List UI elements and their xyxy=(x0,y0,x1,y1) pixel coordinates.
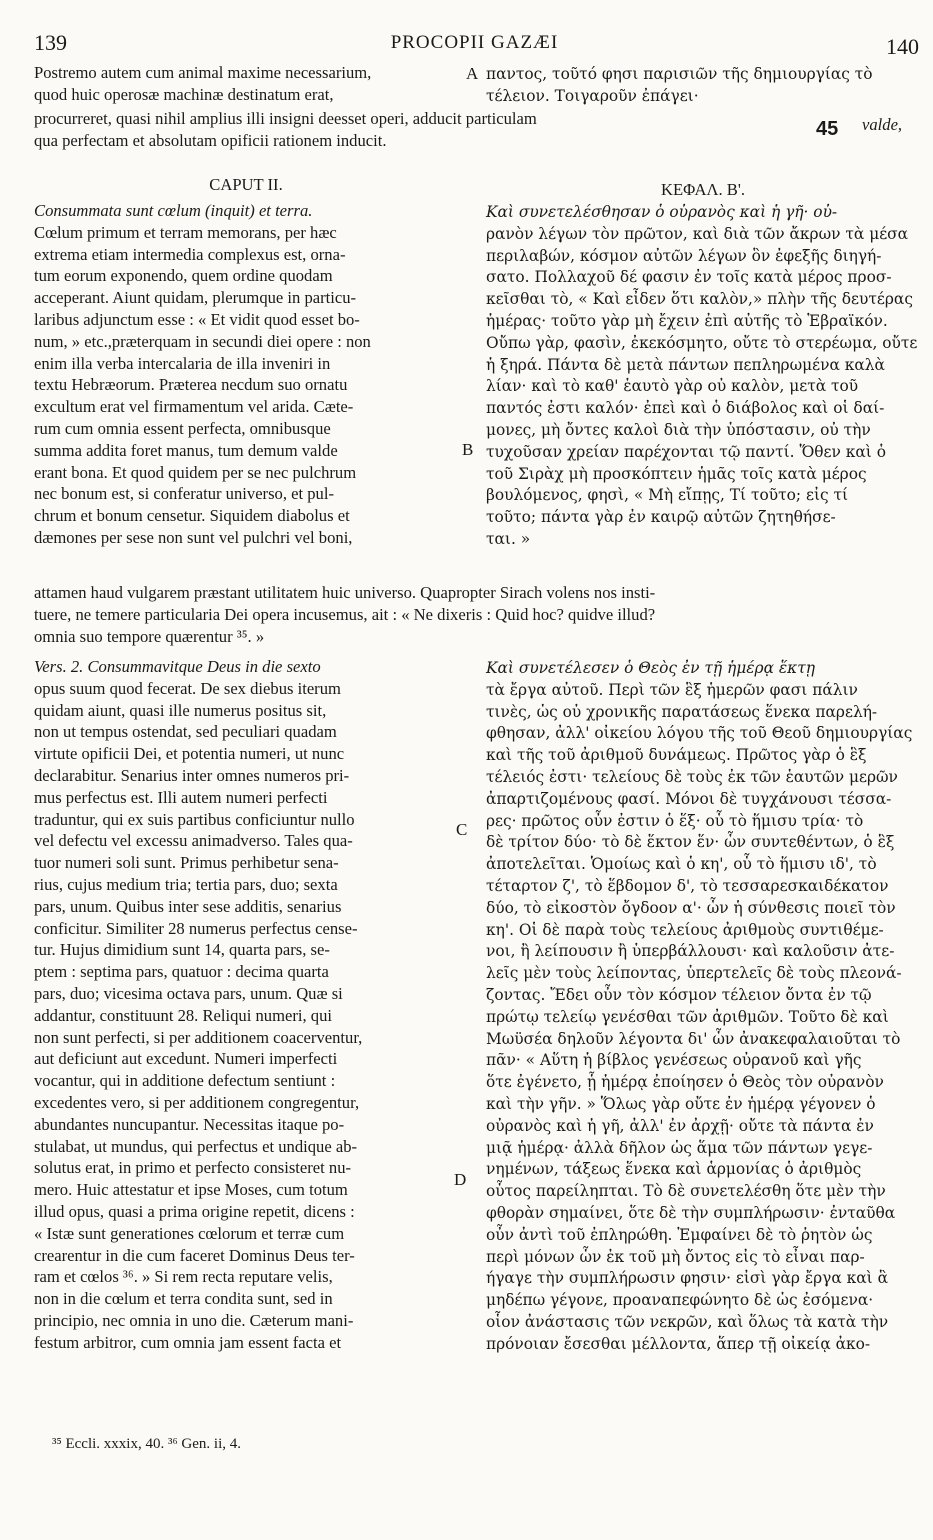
page-number-left: 139 xyxy=(34,30,67,55)
latin-line: non ut tempus ostendat, sed peculiari quadam xyxy=(34,722,337,742)
latin-line: tum eorum exponendo, quem ordine quodam xyxy=(34,266,333,286)
latin-line: « Istæ sunt generationes cœlorum et terræ cum xyxy=(34,1223,345,1243)
greek-line: ρανὸν λέγων τὸν πρῶτον, καὶ διὰ τῶν ἄκρων τὰ μέσα xyxy=(486,224,909,243)
greek-line: μιᾷ ἡμέρᾳ· ἀλλὰ δῆλον ὡς ἅμα τῶν πάντων γεγε- xyxy=(486,1138,873,1157)
latin-line: ram et cœlos ³⁶. » Si rem recta reputare velis, xyxy=(34,1267,333,1287)
latin-line: pars, unum. Quibus inter sese additis, senarius xyxy=(34,896,342,916)
latin-line: addantur, constituunt 28. Reliqui numeri, qui xyxy=(34,1005,332,1025)
latin-line: abundantes nuncupantur. Necessitas itaque po- xyxy=(34,1114,345,1134)
greek-line: νημένων, τάξεως ἕνεκα καὶ ἁρμονίας ὁ ἀριθμὸς xyxy=(486,1160,862,1179)
greek-line: δύο, τὸ εἰκοστὸν ὄγδοον α'· ὧν ἡ σύνθεσις ποιεῖ τὸν xyxy=(486,898,896,917)
greek-line: Οὔπω γὰρ, φασὶν, ἐκεκόσμητο, οὔτε τὸ στερέωμα, οὔτε xyxy=(486,333,918,352)
column-number-45: 45 xyxy=(816,118,839,140)
latin-line: ptem : septima pars, quatuor : decima quarta xyxy=(34,962,329,982)
greek-line: τοῦτο; πάντα γὰρ ἐν καιρῷ αὐτῶν ζητηθήσε- xyxy=(486,508,836,527)
greek-line: ήγαγε τὴν συμπλήρωσιν φησιν· εἰσὶ γὰρ ἔργα καὶ ἃ xyxy=(486,1269,888,1288)
footnotes: ³⁵ Eccli. xxxix, 40. ³⁶ Gen. ii, 4. xyxy=(52,1436,242,1452)
greek-line: φθησαν, ἀλλ' οἰκείου λόγου τῆς τοῦ Θεοῦ δημιουργίας xyxy=(486,724,913,743)
greek-line: πρόνοιαν ἔσεσθαι μέλλοντα, ἅπερ τῇ οἰκείᾳ ἀκο- xyxy=(486,1334,871,1353)
intro-latin xyxy=(34,62,464,106)
latin-line: enim illa verba intercalaria de illa inveniri in xyxy=(34,353,331,373)
intro-latin-wide xyxy=(34,108,814,130)
greek-line: λεῖς μὲν τοὺς λείποντας, ὑπερτελεῖς δὲ τοὺς πλεονά- xyxy=(486,964,902,983)
greek-line: καὶ τῆς τοῦ ἀριθμοῦ δυνάμεως. Πρῶτος γὰρ ὁ ἓξ xyxy=(486,746,867,765)
latin-line: declarabitur. Senarius inter omnes numeros pri- xyxy=(34,765,350,785)
latin-line: Cœlum primum et terram memorans, per hæc xyxy=(34,222,337,242)
greek-line: βουλόμενος, φησὶ, « Μὴ εἴπῃς, Τί τοῦτο; εἰς τί xyxy=(486,486,849,505)
greek-line: λίαν· καὶ τὸ καθ' ἑαυτὸ γὰρ οὐ καλὸν, μετὰ τοῦ xyxy=(486,377,859,396)
latin-line: pars, duo; vicesima octava pars, unum. Quæ si xyxy=(34,983,343,1003)
page-number-right: 140 xyxy=(886,34,919,59)
latin-line: non sunt perfecti, si per additionem coacerventur, xyxy=(34,1027,363,1047)
full-line: attamen haud vulgarem præstant utilitatem huic universo. Quapropter Sirach volens nos insti- xyxy=(34,583,656,602)
latin-line: num, » etc.,præterquam in secundi diei opere : non xyxy=(34,331,371,351)
greek-line: οὖν ἀντὶ τοῦ ἐπληρώθη. Ἐμφαίνει δὲ τὸ ῥητὸν ὡς xyxy=(486,1225,873,1244)
greek-line: τὰ ἔργα αὐτοῦ. Περὶ τῶν ἓξ ἡμερῶν φασι πάλιν xyxy=(486,680,858,699)
greek-line: σατο. Πολλαχοῦ δέ φασιν ἐν τοῖς κατὰ μέρος προσ- xyxy=(486,268,892,287)
latin-line: opus suum quod fecerat. De sex diebus iterum xyxy=(34,678,341,698)
greek-line: ἀποτελεῖται. Ὁμοίως καὶ ὁ κη', οὗ τὸ ἥμισυ ιδ', τὸ xyxy=(486,855,877,874)
latin-line: nec bonum est, si conferatur universo, et pul- xyxy=(34,484,334,504)
greek-line: παντός ἐστι καλόν· ἐπεὶ καὶ ὁ διάβολος καὶ οἱ δαί- xyxy=(486,399,885,418)
latin-line: dæmones per sese non sunt vel pulchri vel boni, xyxy=(34,527,353,547)
latin-line: illud opus, quasi a prima origine repetit, dicens : xyxy=(34,1201,355,1221)
greek-line: Καὶ συνετελέσθησαν ὁ οὐρανὸς καὶ ἡ γῆ· οὐ- xyxy=(486,203,838,221)
latin-section-2 xyxy=(34,656,458,1354)
intro-latin-line: quod huic operosæ machinæ destinatum erat, xyxy=(34,84,334,104)
greek-line: ρες· πρῶτος οὖν ἐστιν ὁ ἕξ· οὗ τὸ ἥμισυ τρία· τὸ xyxy=(486,811,864,830)
intro-latin-line: Postremo autem cum animal maxime necessarium, xyxy=(34,63,372,82)
latin-line: conficitur. Similiter 28 numerus perfectus cense- xyxy=(34,918,358,938)
greek-line: ἀπαρτιζομένους φασί. Μόνοι δὲ τυγχάνουσι τέσσα- xyxy=(486,789,892,808)
latin-line: Consummata sunt cœlum (inquit) et terra. xyxy=(34,201,313,220)
intro-latin-line: qua perfectam et absolutam opificii rationem inducit. xyxy=(34,131,387,150)
chapter-heading-greek: ΚΕΦΑΛ. Β'. xyxy=(661,180,745,199)
margin-marker-a: A xyxy=(466,64,479,83)
latin-line: rum cum omnia essent perfecta, omnibusque xyxy=(34,418,331,438)
latin-line: crearentur in die cum faceret Dominus Deus ter- xyxy=(34,1245,355,1265)
greek-line: φθορὰν σημαίνει, ὅτε δὲ τὴν συμπλήρωσιν· ἐνταῦθα xyxy=(486,1203,896,1222)
intro-greek xyxy=(486,64,920,108)
latin-line: summa addita foret manus, tum demum valde xyxy=(34,440,338,460)
full-width-passage xyxy=(34,582,920,647)
latin-line: mero. Huic attestatur et ipse Moses, cum totum xyxy=(34,1180,348,1200)
greek-line: περὶ μόνων ὧν ἐκ τοῦ μὴ ὄντος εἰς τὸ εἶναι παρ- xyxy=(486,1247,865,1266)
latin-line: laribus adjunctum esse : « Et vidit quod esset bo- xyxy=(34,309,360,329)
greek-line: οἷον ἀνάστασις τῶν νεκρῶν, καὶ ὅλως τὰ κατὰ τὴν xyxy=(486,1312,889,1331)
latin-line: rius, cujus medium tria; tertia pars, duo; sexta xyxy=(34,874,338,894)
margin-marker-c: C xyxy=(456,820,468,839)
greek-line: ται. » xyxy=(486,529,531,548)
latin-line: excultum erat vel firmamentum vel arida. Cæte- xyxy=(34,397,354,417)
intro-greek-line: τέλειον. Τοιγαροῦν ἐπάγει· xyxy=(486,86,699,105)
greek-line: τοῦ Σιρὰχ μὴ προσκόπτειν ἡμᾶς τοῖς κατὰ μέρος xyxy=(486,464,867,483)
latin-line: traduntur, qui ex suis partibus conficiuntur nullo xyxy=(34,809,355,829)
greek-section-2 xyxy=(486,658,920,1356)
greek-line: κη'. Οἱ δὲ παρὰ τοὺς τελείους ἀριθμοὺς συντιθέμε- xyxy=(486,920,884,939)
greek-line: κεῖσθαι τὸ, « Καὶ εἶδεν ὅτι καλὸν,» πλὴν τῆς δευτέρας xyxy=(486,290,913,309)
greek-line: πρώτῳ τελείῳ γενέσθαι τῶν ἀριθμῶν. Τοῦτο δὲ καὶ xyxy=(486,1007,889,1026)
greek-line: τυχοῦσαν χρείαν παρέχονται τῷ παντί. Ὅθεν καὶ ὁ xyxy=(486,442,886,461)
full-line: omnia suo tempore quærentur ³⁵. » xyxy=(34,626,265,646)
greek-line: πᾶν· « Αὕτη ἡ βίβλος γενέσεως οὐρανοῦ καὶ γῆς xyxy=(486,1051,862,1070)
greek-line: οὐρανὸς καὶ ἡ γῆ, ἀλλ' ἐν ἀρχῇ· οὔτε τὰ πάντα ἐν xyxy=(486,1116,874,1135)
greek-line: Μωϋσέα δηλοῦν λέγοντα δι' ὧν ἀνακεφαλαιοῦται τὸ xyxy=(486,1029,901,1048)
greek-line: οὗτος παρείληπται. Τὸ δὲ συνετελέσθη ὅτε μὲν τὴν xyxy=(486,1182,886,1201)
running-header xyxy=(30,30,919,58)
latin-line: excedentes vero, si per additionem congregentur, xyxy=(34,1092,360,1112)
latin-line: tuor numeri soli sunt. Primus perhibetur sena- xyxy=(34,853,339,873)
running-title: PROCOPII GAZÆI xyxy=(390,32,559,53)
latin-line: extrema etiam intermedia complexus est, orna- xyxy=(34,244,346,264)
greek-line: μηδέπω γέγονε, προαναπεφώνητο δὲ ὡς ἐσόμενα· xyxy=(486,1291,874,1310)
latin-line: textu Hebræorum. Præterea necdum suo ornatu xyxy=(34,375,348,395)
latin-section-1 xyxy=(34,200,458,549)
greek-line: καὶ τὴν γῆν. » Ὅλως γὰρ οὔτε ἐν ἡμέρᾳ γέγονεν ὁ xyxy=(486,1094,876,1113)
latin-line: acceperant. Aiunt quidam, plerumque in particu- xyxy=(34,288,357,308)
full-line: tuere, ne temere particularia Dei opera incusemus, ait : « Ne dixeris : Quid hoc? quidve illud? xyxy=(34,604,656,624)
latin-line: festum arbitror, cum omnia jam essent facta et xyxy=(34,1332,342,1352)
latin-line: stulabat, ut mundus, qui perfectus et undique ab- xyxy=(34,1136,358,1156)
intro-latin-last xyxy=(34,130,634,152)
latin-line: virtute opificii Dei, et potentia numeri, ut nunc xyxy=(34,744,345,764)
intro-valde: valde, xyxy=(862,115,903,134)
latin-line: mus perfectus est. Illi autem numeri perfecti xyxy=(34,787,328,807)
greek-line: Καὶ συνετέλεσεν ὁ Θεὸς ἐν τῇ ἡμέρᾳ ἕκτῃ xyxy=(486,659,815,677)
latin-line: tur. Hujus dimidium sunt 14, quarta pars, se- xyxy=(34,940,330,960)
latin-line: non in die cœlum et terra condita sunt, sed in xyxy=(34,1289,333,1309)
latin-line: aut deficiunt aut excedunt. Numeri imperfecti xyxy=(34,1049,338,1069)
latin-line: quidam aiunt, quasi ille numerus positus sit, xyxy=(34,700,327,720)
greek-line: δὲ τρίτον δύο· τὸ δὲ ἕκτον ἕν· ὧν συντεθέντων, ὁ ἓξ xyxy=(486,833,895,852)
greek-line: περιλαβών, κόσμον αὐτῶν λέγων ὃν ἐφεξῆς διηγή- xyxy=(486,246,882,265)
greek-line: ὅτε ἐγένετο, ᾗ ἡμέρᾳ ἐποίησεν ὁ Θεὸς τὸν οὐρανὸν xyxy=(486,1073,884,1092)
greek-section-1 xyxy=(486,202,920,551)
greek-line: τέταρτον ζ', τὸ ἕβδομον δ', τὸ τεσσαρεσκαιδέκατον xyxy=(486,876,889,895)
latin-line: principio, nec omnia in uno die. Cæterum mani- xyxy=(34,1310,354,1330)
chapter-heading-latin: CAPUT II. xyxy=(209,175,283,194)
latin-line: vel defectu vel excessu animadverso. Tales qua- xyxy=(34,831,353,851)
greek-line: τέλειός ἐστι· τελείους δὲ τοὺς ἐκ τῶν ἑαυτῶν μερῶν xyxy=(486,767,898,786)
margin-marker-d: D xyxy=(454,1170,467,1189)
latin-line: solutus erat, in primo et perfecto consisteret nu- xyxy=(34,1158,352,1178)
greek-line: μονες, μὴ ὄντες καλοὶ διὰ τὴν ὑπόστασιν, οὐ τὴν xyxy=(486,420,871,439)
intro-greek-line: παντος, τοῦτό φησι παρισιῶν τῆς δημιουργίας τὸ xyxy=(486,65,873,83)
greek-line: νοι, ἢ λείπουσιν ἢ ὑπερβάλλουσι· καὶ καλοῦσιν ἀτε- xyxy=(486,942,895,961)
latin-line: chrum et bonum censetur. Siquidem diabolus et xyxy=(34,506,350,526)
latin-line: vocantur, qui in additione defectum sentiunt : xyxy=(34,1071,336,1091)
intro-latin-line: procurreret, quasi nihil amplius illi insigni deesset operi, adducit particulam xyxy=(34,109,537,128)
latin-line: erant bona. Et quod quidem per se nec pulchrum xyxy=(34,462,357,482)
greek-line: ζοντας. Ἔδει οὖν τὸν κόσμον τέλειον ὄντα ἐν τῷ xyxy=(486,985,872,1004)
margin-marker-b: B xyxy=(462,440,474,459)
latin-line: Vers. 2. Consummavitque Deus in die sexto xyxy=(34,657,321,676)
greek-line: τινὲς, ὡς οὐ χρονικῆς παρατάσεως ἕνεκα παρελή- xyxy=(486,702,878,721)
greek-line: ἡμέρας· τοῦτο γὰρ μὴ ἔχειν ἐπὶ αὐτῆς τὸ Ἑβραϊκόν. xyxy=(486,311,888,330)
greek-line: ἡ ξηρά. Πάντα δὲ μετὰ πάντων πεπληρωμένα καλὰ xyxy=(486,355,885,374)
